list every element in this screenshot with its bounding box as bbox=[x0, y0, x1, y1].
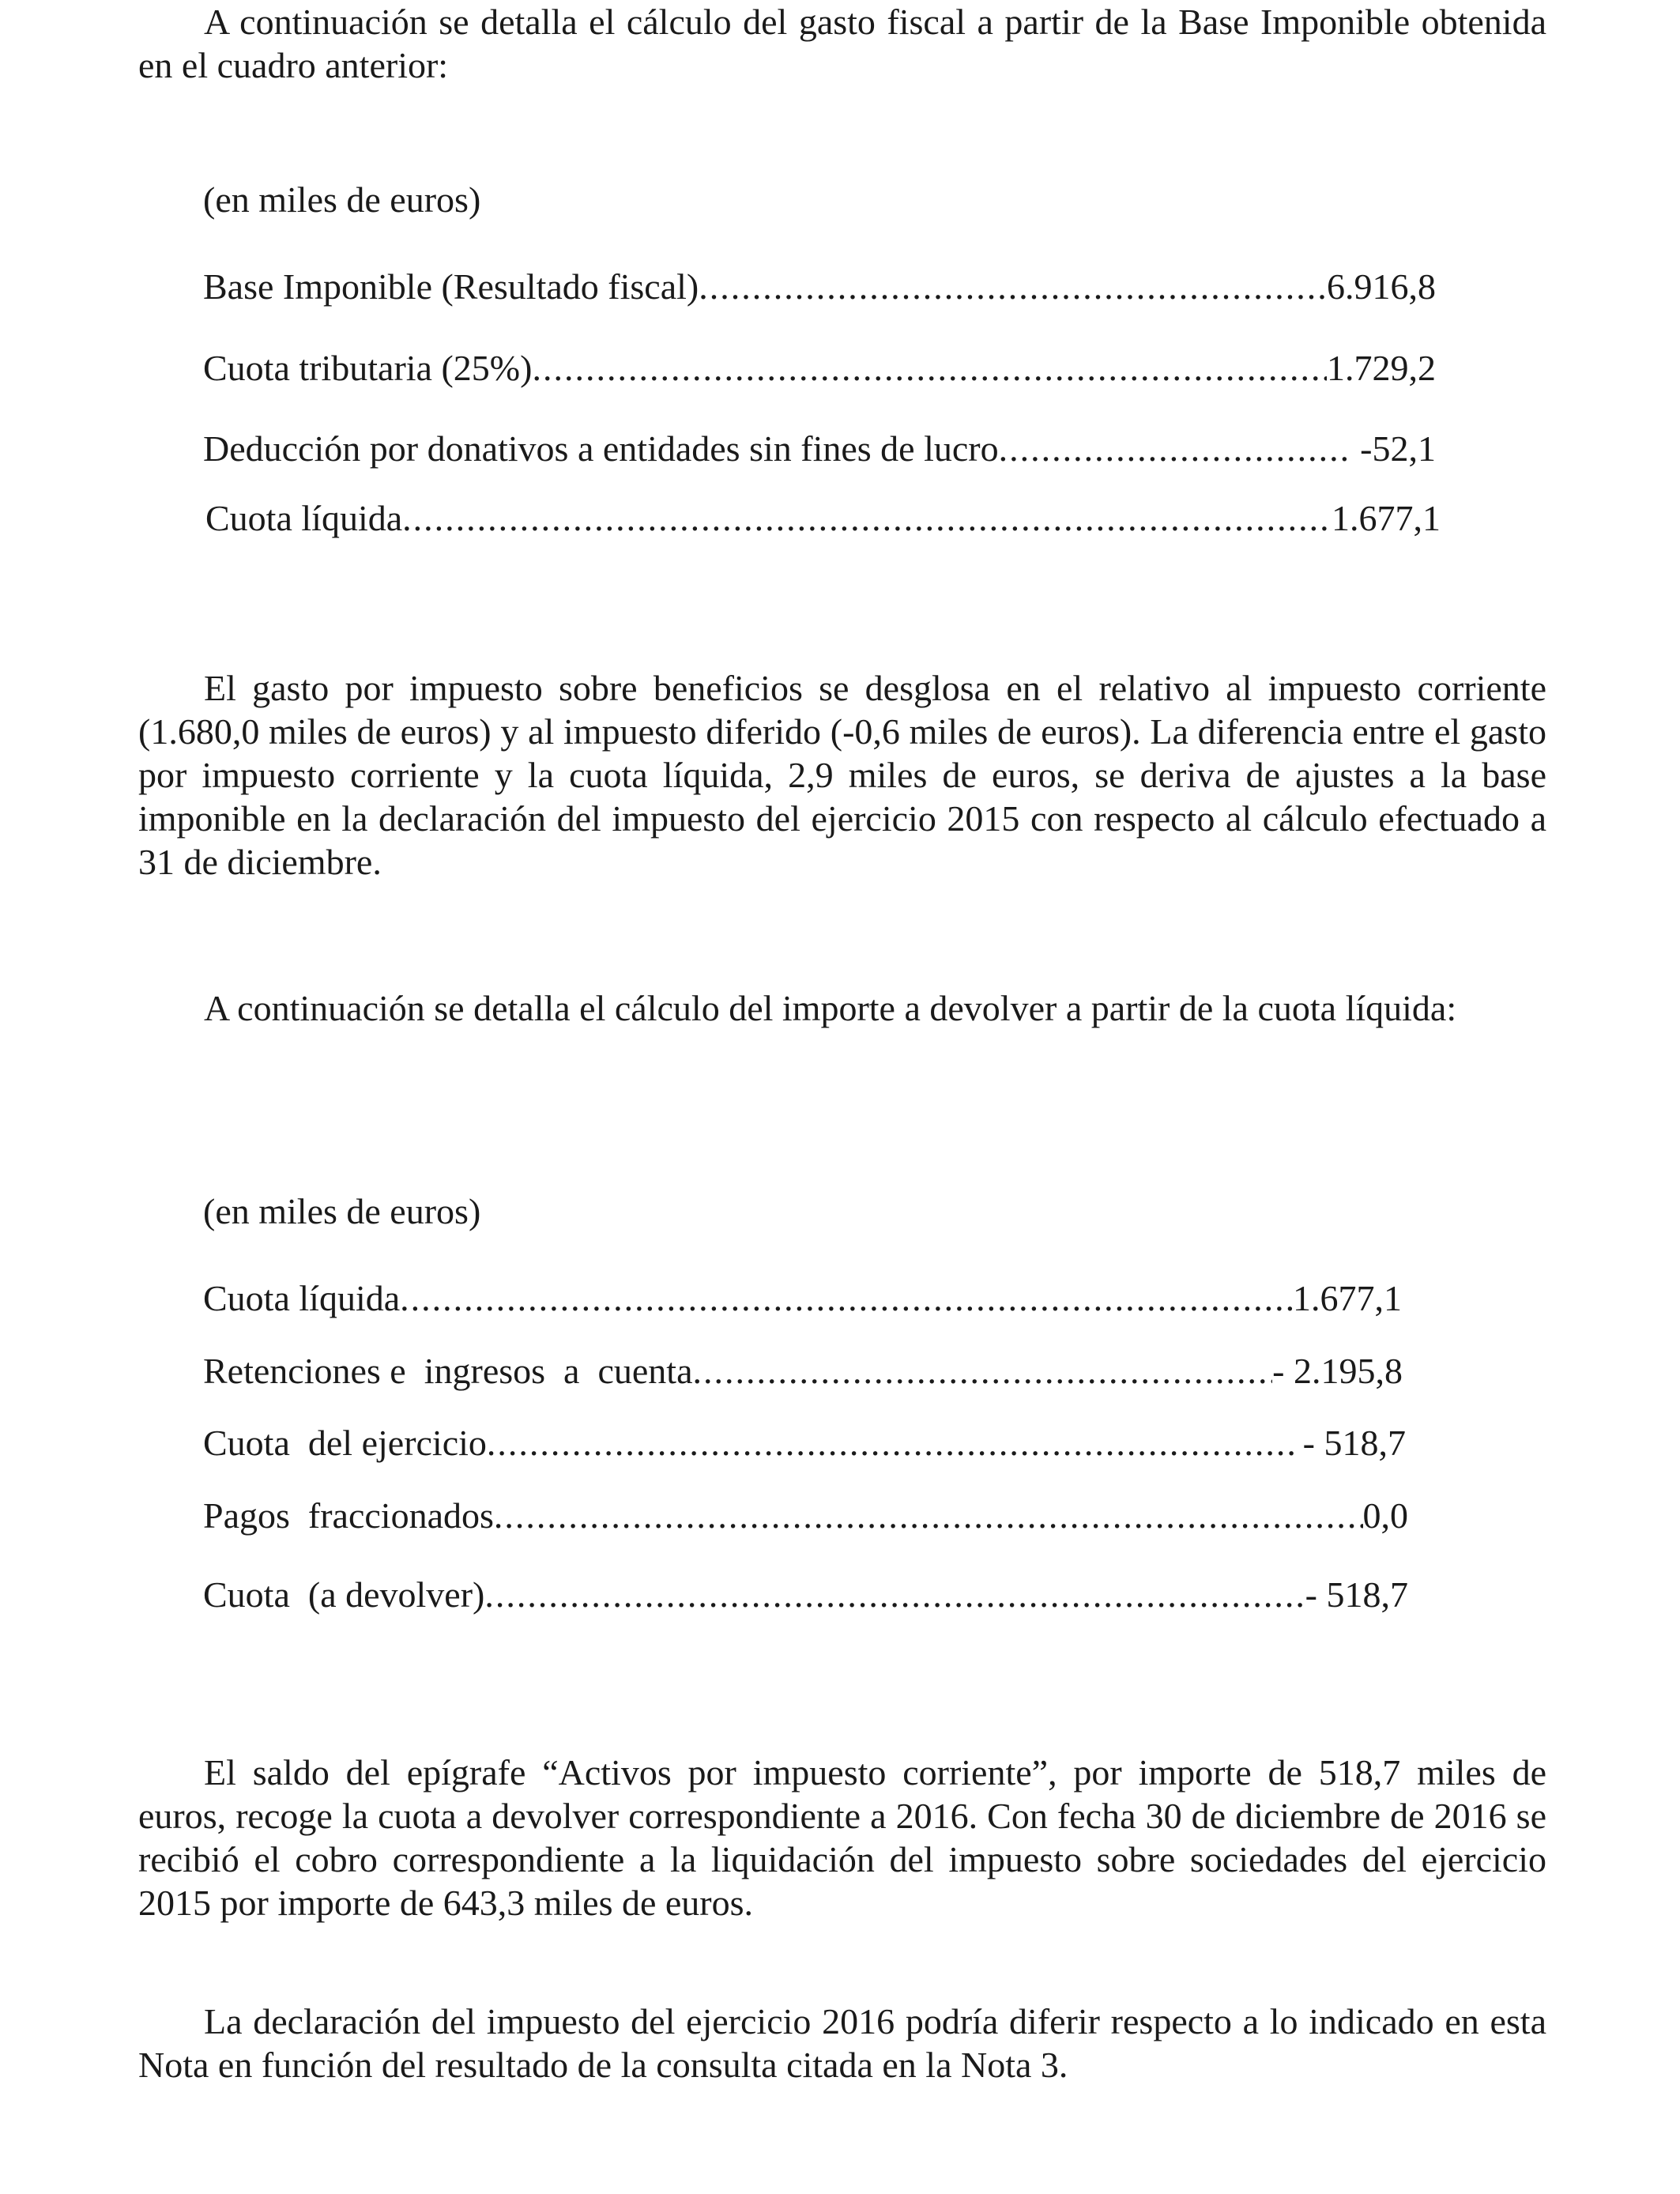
row-label: Base Imponible (Resultado fiscal) bbox=[203, 266, 699, 307]
dot-leader bbox=[487, 1421, 1294, 1465]
dot-leader bbox=[494, 1494, 1363, 1537]
row-label: Deducción por donativos a entidades sin fines de lucro bbox=[203, 428, 999, 469]
dot-leader bbox=[693, 1349, 1273, 1393]
row-value: 1.729,2 bbox=[1327, 348, 1436, 388]
table-gasto-row-deduccion-donativos bbox=[203, 427, 1436, 470]
row-label: Cuota del ejercicio bbox=[203, 1423, 487, 1463]
row-label: Pagos fraccionados bbox=[203, 1495, 494, 1536]
table-devolucion-row-cuota-devolver bbox=[203, 1573, 1408, 1616]
table-devolucion-row-pagos-fraccionados bbox=[203, 1494, 1408, 1537]
row-value: 6.916,8 bbox=[1327, 266, 1436, 307]
paragraph-intro-devolucion: A continuación se detalla el cálculo del importe a devolver a partir de la cuota líquida: bbox=[204, 988, 1457, 1028]
table-devolucion-unit: (en miles de euros) bbox=[203, 1191, 481, 1231]
row-value: - 518,7 bbox=[1294, 1423, 1406, 1463]
row-value: 0,0 bbox=[1362, 1495, 1408, 1536]
row-value: - 518,7 bbox=[1305, 1574, 1408, 1615]
paragraph-saldo-activos: El saldo del epígrafe “Activos por impuesto corriente”, por importe de 518,7 miles de euros, recoge la cuota a devolver correspondiente a 2016. Con fecha 30 de diciembre de 2016 se recibió el cobro correspondiente a la liquidación del impuesto sobre sociedades del ejercicio 2015 por importe de 643,3 miles de euros. bbox=[138, 1752, 1546, 1923]
row-label: Retenciones e ingresos a cuenta bbox=[203, 1351, 693, 1391]
table-devolucion-row-retenciones bbox=[203, 1349, 1403, 1393]
row-value: - 2.195,8 bbox=[1272, 1351, 1403, 1391]
dot-leader bbox=[400, 1276, 1293, 1320]
row-label: Cuota líquida bbox=[203, 1278, 401, 1318]
table-gasto-row-cuota-liquida bbox=[205, 496, 1441, 540]
dot-leader bbox=[699, 265, 1327, 308]
paragraph-intro-gasto: A continuación se detalla el cálculo del gasto fiscal a partir de la Base Imponible obtenida en el cuadro anterior: bbox=[138, 2, 1546, 85]
row-label: Cuota tributaria (25%) bbox=[203, 348, 533, 388]
row-label: Cuota líquida bbox=[205, 498, 403, 538]
dot-leader bbox=[532, 346, 1327, 390]
table-gasto-row-base-imponible bbox=[203, 265, 1436, 308]
dot-leader bbox=[999, 427, 1351, 470]
table-gasto-unit: (en miles de euros) bbox=[203, 179, 481, 220]
dot-leader bbox=[484, 1573, 1305, 1616]
dot-leader bbox=[402, 496, 1332, 540]
row-label: Cuota (a devolver) bbox=[203, 1574, 485, 1615]
table-devolucion-row-cuota-ejercicio bbox=[203, 1421, 1406, 1465]
paragraph-gasto-desglose: El gasto por impuesto sobre beneficios se desglosa en el relativo al impuesto corriente (1.680,0 miles de euros) y al impuesto diferido (-0,6 miles de euros). La diferencia entre el gasto por impuesto corriente y la cuota líquida, 2,9 miles de euros, se deriva de ajustes a la base imponible en la declaración del impuesto del ejercicio 2015 con respecto al cálculo efectuado a 31 de diciembre. bbox=[138, 668, 1546, 882]
row-value: 1.677,1 bbox=[1293, 1278, 1402, 1318]
paragraph-declaracion: La declaración del impuesto del ejercicio 2016 podría diferir respecto a lo indicado en esta Nota en función del resultado de la consulta citada en la Nota 3. bbox=[138, 2001, 1546, 2085]
table-gasto-row-cuota-tributaria bbox=[203, 346, 1436, 390]
row-value: -52,1 bbox=[1350, 428, 1436, 469]
table-devolucion-row-cuota-liquida bbox=[203, 1276, 1402, 1320]
row-value: 1.677,1 bbox=[1332, 498, 1441, 538]
